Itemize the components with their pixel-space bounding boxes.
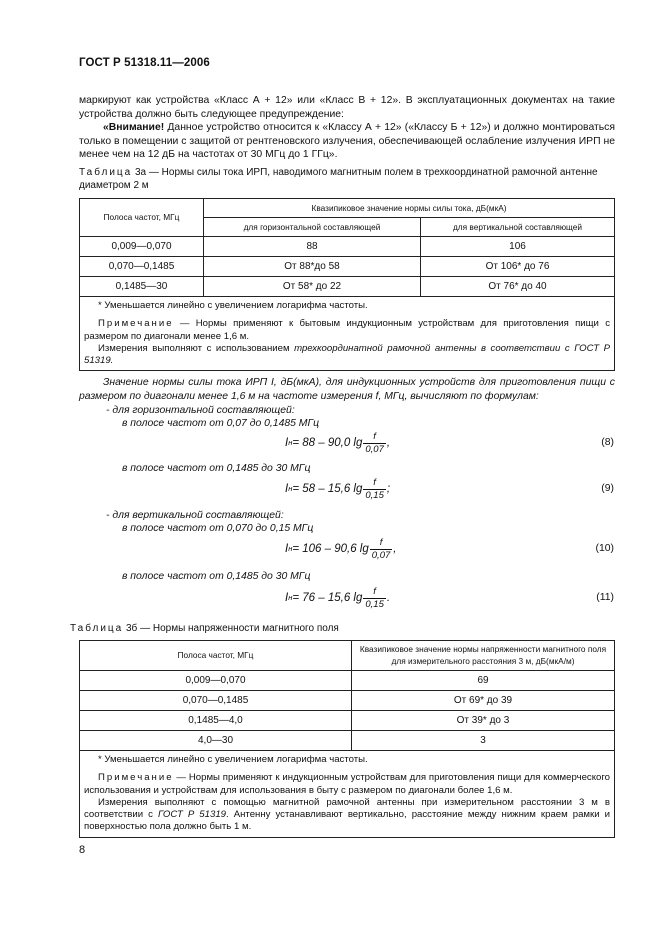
formula-end: ,	[386, 436, 391, 449]
table-row	[80, 257, 615, 277]
table-3b-caption-label: Таблица	[70, 623, 124, 634]
table-row	[80, 671, 615, 691]
formula-number: (9)	[601, 483, 614, 494]
formula-lhs: I	[285, 482, 289, 495]
table-3a	[79, 198, 615, 371]
formula-sub: н	[288, 484, 293, 494]
fraction-numerator: f	[373, 476, 376, 488]
fraction-denominator: 0,07	[371, 549, 391, 561]
table-notes-row	[80, 751, 615, 838]
formula-rhs: = 106 – 90,6 lg	[292, 542, 369, 555]
table-note	[84, 318, 610, 343]
table-note-measurement	[84, 797, 610, 834]
warning-label: «Внимание!	[103, 122, 165, 134]
table-row	[80, 731, 615, 751]
formulas-intro: Значение нормы силы тока ИРП I, дБ(мкА), для индукционных устройств для приготовления пищи с размером по диагонали менее 1,6 м на частоте измерения f, МГц, вычисляют по формулам:	[79, 377, 615, 402]
formula-11	[0, 583, 661, 613]
formula-10	[0, 534, 661, 564]
fraction-denominator: 0,07	[365, 443, 384, 455]
label-band-1: в полосе частот от 0,07 до 0,1485 МГц	[122, 418, 320, 429]
fraction-denominator: 0,15	[365, 598, 384, 610]
note-label: Примечание	[98, 772, 174, 784]
formula-lhs: I	[285, 542, 289, 555]
col-header-value: Квазипиковое значение нормы напряженности магнитного поля для измерительного расстояния 3 м, дБ(мкА/м)	[352, 641, 615, 671]
label-horizontal: - для горизонтальной составляющей:	[106, 405, 295, 416]
cell-vertical: 106	[421, 237, 615, 257]
table-3b-caption	[70, 622, 606, 635]
note-text: — Нормы применяют к бытовым индукционным устройствам для приготовления пищи с размером по диагонали менее 1,6 м.	[84, 318, 610, 342]
cell-freq: 0,070—0,1485	[80, 257, 204, 277]
fraction-numerator: f	[373, 430, 376, 442]
table-row	[80, 277, 615, 297]
note2-text-a: Измерения выполняют с помощью магнитной рамочной антенны при измерительном расстоянии 3 м в соответствии с	[84, 796, 610, 821]
table-3a-caption-label: Таблица	[79, 167, 133, 178]
formula-expression	[285, 428, 390, 458]
col-header-freq: Полоса частот, МГц	[80, 199, 204, 237]
col-header-horizontal: для горизонтальной составляющей	[204, 218, 421, 237]
table-notes-row	[80, 297, 615, 371]
formula-sub: н	[288, 593, 293, 603]
formula-number: (11)	[596, 592, 614, 603]
page-number: 8	[79, 844, 86, 856]
formula-expression	[285, 474, 390, 504]
formula-8	[0, 428, 661, 458]
col-header-group: Квазипиковое значение нормы силы тока, дБ(мкА)	[204, 199, 615, 218]
table-row	[80, 691, 615, 711]
formula-lhs: I	[285, 591, 289, 604]
note2-italic: ГОСТ Р 51319	[157, 809, 226, 821]
note-text: — Нормы применяют к индукционным устройствам для приготовления пищи для коммерческого использования и устройствам для использования в быту с размером по диагонали более 1,6 м.	[84, 772, 610, 796]
table-notes	[80, 297, 615, 371]
table-footnote: * Уменьшается линейно с увеличением логарифма частоты.	[98, 300, 368, 311]
table-row	[80, 711, 615, 731]
cell-freq: 0,009—0,070	[80, 237, 204, 257]
cell-freq: 0,009—0,070	[80, 671, 352, 691]
formula-9	[0, 474, 661, 504]
col-header-vertical: для вертикальной составляющей	[421, 218, 615, 237]
formula-number: (8)	[601, 437, 614, 448]
formula-sub: н	[288, 544, 293, 554]
formula-fraction	[370, 537, 393, 562]
cell-freq: 4,0—30	[80, 731, 352, 751]
table-3a-caption-text: 3а — Нормы силы тока ИРП, наводимого магнитным полем в трехкоординатной рамочной антенне диаметром 2 м	[79, 167, 598, 191]
cell-freq: 0,1485—30	[80, 277, 204, 297]
formula-fraction	[363, 431, 386, 456]
warning-text: Данное устройство относится к «Классу А + 12» («Классу Б + 12») и должно монтироваться только в помещении с защитой от рентгеновского излучения, обеспечивающей ослабление излучения ИРП не менее чем на 12 дБ на частотах от 30 МГц до 1 ГГц».	[79, 122, 615, 161]
fraction-numerator: f	[373, 585, 376, 597]
cell-value: 69	[352, 671, 615, 691]
table-notes	[80, 751, 615, 838]
label-band-3: в полосе частот от 0,070 до 0,15 МГц	[122, 523, 314, 534]
cell-value: 3	[352, 731, 615, 751]
table-row	[80, 237, 615, 257]
formula-fraction	[363, 586, 386, 611]
cell-freq: 0,1485—4,0	[80, 711, 352, 731]
cell-value: От 69* до 39	[352, 691, 615, 711]
formula-lhs: I	[285, 436, 289, 449]
formula-end: .	[386, 591, 391, 604]
formula-expression	[285, 534, 396, 564]
formula-rhs: = 76 – 15,6 lg	[292, 591, 363, 604]
note2-text: Измерения выполняют с использованием	[98, 342, 295, 354]
cell-horizontal: От 58* до 22	[204, 277, 421, 297]
formula-end: ;	[386, 482, 391, 495]
cell-vertical: От 76* до 40	[421, 277, 615, 297]
table-note-measurement	[84, 343, 610, 368]
cell-freq: 0,070—0,1485	[80, 691, 352, 711]
formula-end: ,	[393, 542, 397, 555]
warning-paragraph	[79, 121, 615, 162]
table-3b	[79, 640, 615, 838]
formula-fraction	[363, 477, 386, 502]
cell-value: От 39* до 3	[352, 711, 615, 731]
note2-text-b: . Антенну устанавливают вертикально, расстояние между нижним краем рамки и поверхностью пола должно быть 1 м.	[84, 809, 610, 833]
label-band-2: в полосе частот от 0,1485 до 30 МГц	[122, 463, 311, 474]
formula-sub: н	[288, 438, 293, 448]
formula-expression	[285, 583, 390, 613]
label-band-4: в полосе частот от 0,1485 до 30 МГц	[122, 571, 311, 582]
table-footnote: * Уменьшается линейно с увеличением логарифма частоты.	[98, 754, 368, 765]
table-header-row	[80, 199, 615, 218]
intro-block	[79, 94, 615, 162]
fraction-numerator: f	[379, 536, 383, 548]
note-label: Примечание	[98, 318, 174, 330]
label-vertical: - для вертикальной составляющей:	[106, 510, 284, 521]
table-3a-caption	[79, 166, 615, 192]
col-header-freq: Полоса частот, МГц	[80, 641, 352, 671]
formula-rhs: = 58 – 15,6 lg	[292, 482, 363, 495]
cell-horizontal: От 88*до 58	[204, 257, 421, 277]
note2-italic: трехкоординатной рамочной антенны в соответствии с ГОСТ Р 51319.	[84, 342, 610, 367]
cell-vertical: От 106* до 76	[421, 257, 615, 277]
fraction-denominator: 0,15	[365, 489, 384, 501]
table-3b-caption-text: 3б — Нормы напряженности магнитного поля	[123, 623, 339, 634]
document-header: ГОСТ Р 51318.11—2006	[79, 57, 210, 69]
formula-number: (10)	[595, 543, 614, 554]
cell-horizontal: 88	[204, 237, 421, 257]
table-header-row	[80, 641, 615, 671]
formula-rhs: = 88 – 90,0 lg	[292, 436, 363, 449]
intro-paragraph: маркируют как устройства «Класс А + 12» или «Класс В + 12». В эксплуатационных документах на такие устройства должно быть следующее предупреждение:	[79, 95, 615, 120]
table-note	[84, 772, 610, 797]
